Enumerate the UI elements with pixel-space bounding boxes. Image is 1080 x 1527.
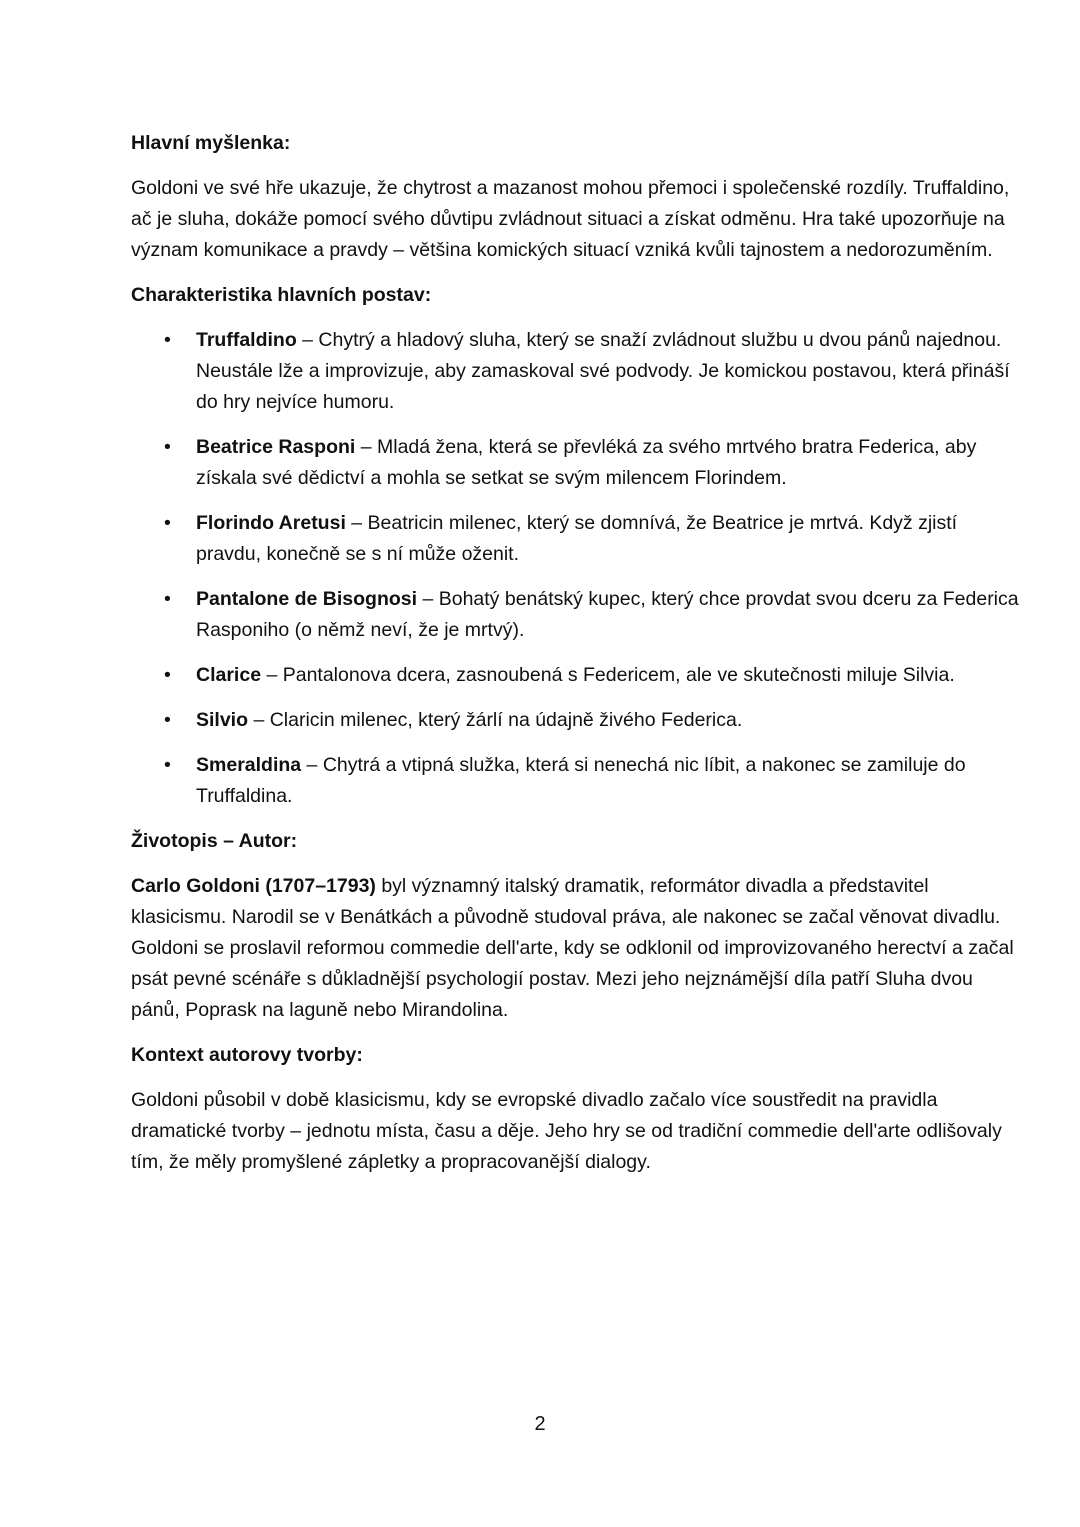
- character-name: Beatrice Rasponi: [196, 436, 356, 458]
- list-item: [131, 432, 1021, 494]
- context-heading: Kontext autorovy tvorby:: [131, 1044, 363, 1066]
- list-item: [131, 750, 1021, 812]
- character-name: Smeraldina: [196, 754, 302, 776]
- character-name: Truffaldino: [196, 329, 297, 351]
- list-item: [131, 508, 1021, 570]
- main-idea-paragraph: Goldoni ve své hře ukazuje, že chytrost a mazanost mohou přemoci i společenské rozdíly. Truffaldino, ač je sluha, dokáže pomocí svého důvtipu zvládnout situaci a získat odměnu. Hra také upozorňuje na význam komunikace a pravdy – většina komických situací vzniká kvůli tajnostem a nedorozuměním.: [131, 177, 1010, 261]
- bullet-icon: •: [164, 512, 171, 534]
- main-idea-heading: Hlavní myšlenka:: [131, 132, 291, 154]
- document-page: [131, 128, 1021, 1192]
- character-name: Pantalone de Bisognosi: [196, 588, 418, 610]
- bullet-icon: •: [164, 754, 171, 776]
- list-item: [131, 705, 1021, 736]
- characters-list: [131, 325, 1021, 812]
- character-description: – Beatricin milenec, který se domnívá, že Beatrice je mrtvá. Když zjistí pravdu, konečně se s ní může oženit.: [196, 512, 958, 565]
- character-description: – Bohatý benátský kupec, který chce provdat svou dceru za Federica Rasponiho (o němž neví, že je mrtvý).: [196, 588, 1019, 641]
- characters-heading: Charakteristika hlavních postav:: [131, 284, 432, 306]
- character-name: Florindo Aretusi: [196, 512, 346, 534]
- character-name: Silvio: [196, 709, 249, 731]
- character-description: – Mladá žena, která se převléká za svého mrtvého bratra Federica, aby získala své dědictví a mohla se setkat se svým milencem Florindem.: [196, 436, 977, 489]
- list-item: [131, 660, 1021, 691]
- list-item: [131, 325, 1021, 418]
- character-name: Clarice: [196, 664, 262, 686]
- biography-heading: Životopis – Autor:: [131, 830, 298, 852]
- bullet-icon: •: [164, 436, 171, 458]
- page-number: 2: [534, 1413, 546, 1435]
- biography-text: byl významný italský dramatik, reformátor divadla a představitel klasicismu. Narodil se v Benátkách a původně studoval práva, ale nakonec se začal věnovat divadlu. Goldoni se proslavil reformou commedie dell'arte, kdy se odklonil od improvizovaného herectví a začal psát pevné scénáře s důkladnější psychologií postav. Mezi jeho nejznámější díla patří Sluha dvou pánů, Poprask na laguně nebo Mirandolina.: [131, 875, 1014, 1021]
- bullet-icon: •: [164, 329, 171, 351]
- biography-paragraph: [131, 871, 1021, 1026]
- character-description: – Pantalonova dcera, zasnoubená s Federicem, ale ve skutečnosti miluje Silvia.: [261, 664, 955, 686]
- bullet-icon: •: [164, 664, 171, 686]
- author-name: Carlo Goldoni (1707–1793): [131, 875, 376, 897]
- character-description: – Chytrá a vtipná služka, která si nenechá nic líbit, a nakonec se zamiluje do Truffaldina.: [196, 754, 966, 807]
- list-item: [131, 584, 1021, 646]
- bullet-icon: •: [164, 588, 171, 610]
- character-description: – Claricin milenec, který žárlí na údajně živého Federica.: [248, 709, 743, 731]
- bullet-icon: •: [164, 709, 171, 731]
- character-description: – Chytrý a hladový sluha, který se snaží zvládnout službu u dvou pánů najednou. Neustále lže a improvizuje, aby zamaskoval své podvody. Je komickou postavou, která přináší do hry nejvíce humoru.: [196, 329, 1010, 413]
- context-paragraph: Goldoni působil v době klasicismu, kdy se evropské divadlo začalo více soustředit na pravidla dramatické tvorby – jednotu místa, času a děje. Jeho hry se od tradiční commedie dell'arte odlišovaly tím, že měly promyšlené zápletky a propracovanější dialogy.: [131, 1089, 1002, 1173]
